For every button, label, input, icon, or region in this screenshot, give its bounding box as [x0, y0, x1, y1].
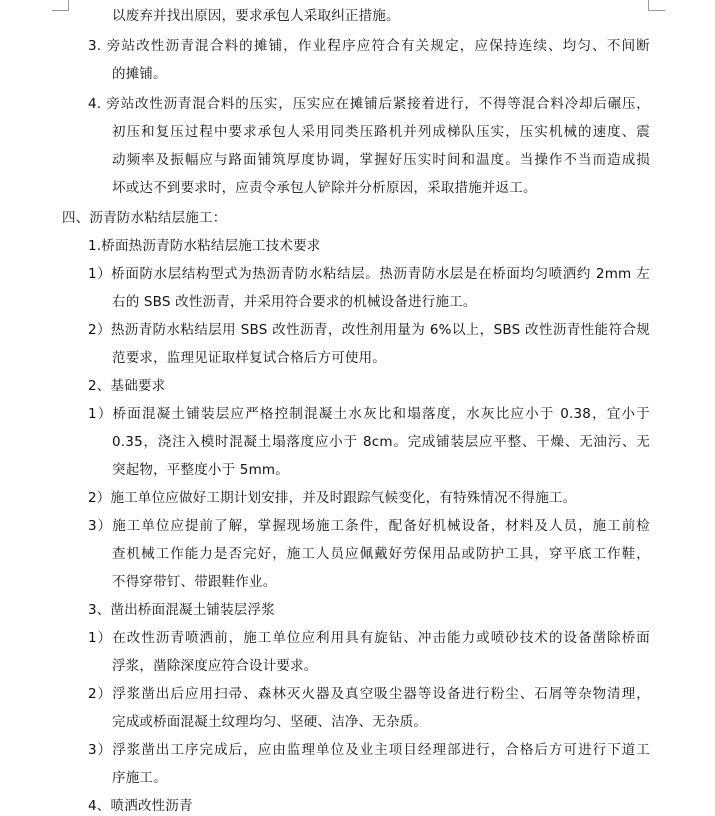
paragraph-line: 初压和复压过程中要求承包人采用同类压路机并列成梯队压实，压实机械的速度、震: [112, 124, 650, 140]
subsection-heading-4: 4、喷洒改性沥青: [88, 798, 193, 814]
subsection-heading-3: 3、凿出桥面混凝土铺装层浮浆: [88, 602, 275, 618]
paragraph-line: 0.35，浇注入模时混凝土塌落度应小于 8cm。完成铺装层应平整、干燥、无油污、无: [112, 434, 650, 450]
list-item-line: 1）桥面防水层结构型式为热沥青防水粘结层。热沥青防水层是在桥面均匀喷洒约 2mm 左: [88, 266, 650, 282]
list-item-line: 3）浮浆凿出工序完成后，应由监理单位及业主项目经理部进行，合格后方可进行下道工: [88, 742, 650, 758]
list-item-line: 1）在改性沥青喷洒前，施工单位应利用具有旋钻、冲击能力或喷砂技术的设备凿除桥面: [88, 630, 650, 646]
list-item-line: 2）施工单位应做好工期计划安排，并及时跟踪气候变化，有特殊情况不得施工。: [88, 490, 577, 506]
list-item-4-line: 4. 旁站改性沥青混合料的压实，压实应在摊铺后紧接着进行，不得等混合料冷却后碾压，: [88, 96, 650, 112]
list-item-line: 2）热沥青防水粘结层用 SBS 改性沥青，改性剂用量为 6%以上，SBS 改性沥青性能符合规: [88, 322, 650, 338]
paragraph-line: 完成或桥面混凝土纹理均匀、坚硬、洁净、无杂质。: [112, 714, 428, 730]
paragraph-line: 不得穿带钉、带跟鞋作业。: [112, 574, 277, 590]
paragraph-line: 坏或达不到要求时，应责令承包人铲除并分析原因，采取措施并返工。: [112, 180, 537, 196]
paragraph-line: 动频率及振幅应与路面铺筑厚度协调，掌握好压实时间和温度。当操作不当而造成损: [112, 152, 650, 168]
list-item-line: 3）施工单位应提前了解，掌握现场施工条件，配备好机械设备，材料及人员，施工前检: [88, 518, 650, 534]
paragraph-line: 范要求，监理见证取样复试合格后方可使用。: [112, 350, 386, 366]
list-item-line: 2）浮浆凿出后应用扫帚、森林灭火器及真空吸尘器等设备进行粉尘、石屑等杂物清理，: [88, 686, 650, 702]
paragraph-line: 以废弃并找出原因，要求承包人采取纠正措施。: [112, 8, 400, 24]
paragraph-line: 查机械工作能力是否完好，施工人员应佩戴好劳保用品或防护工具，穿平底工作鞋，: [112, 546, 650, 562]
paragraph-line: 突起物，平整度小于 5mm。: [112, 462, 289, 478]
subsection-heading-1: 1.桥面热沥青防水粘结层施工技术要求: [88, 238, 321, 254]
section-heading-4: 四、沥青防水粘结层施工：: [62, 210, 227, 226]
paragraph-line: 序施工。: [112, 770, 167, 786]
subsection-heading-2: 2、基础要求: [88, 378, 166, 394]
page-corner-mark-left: [52, 0, 69, 11]
paragraph-line: 右的 SBS 改性沥青，并采用符合要求的机械设备进行施工。: [112, 294, 477, 310]
paragraph-line: 的摊铺。: [112, 66, 167, 82]
list-item-line: 1）桥面混凝土铺装层应严格控制混凝土水灰比和塌落度，水灰比应小于 0.38，宜小于: [88, 406, 650, 422]
paragraph-line: 浮浆，凿除深度应符合设计要求。: [112, 658, 318, 674]
list-item-3-line: 3. 旁站改性沥青混合料的摊铺，作业程序应符合有关规定，应保持连续、均匀、不间断: [88, 38, 650, 54]
page-corner-mark-right: [648, 0, 665, 11]
